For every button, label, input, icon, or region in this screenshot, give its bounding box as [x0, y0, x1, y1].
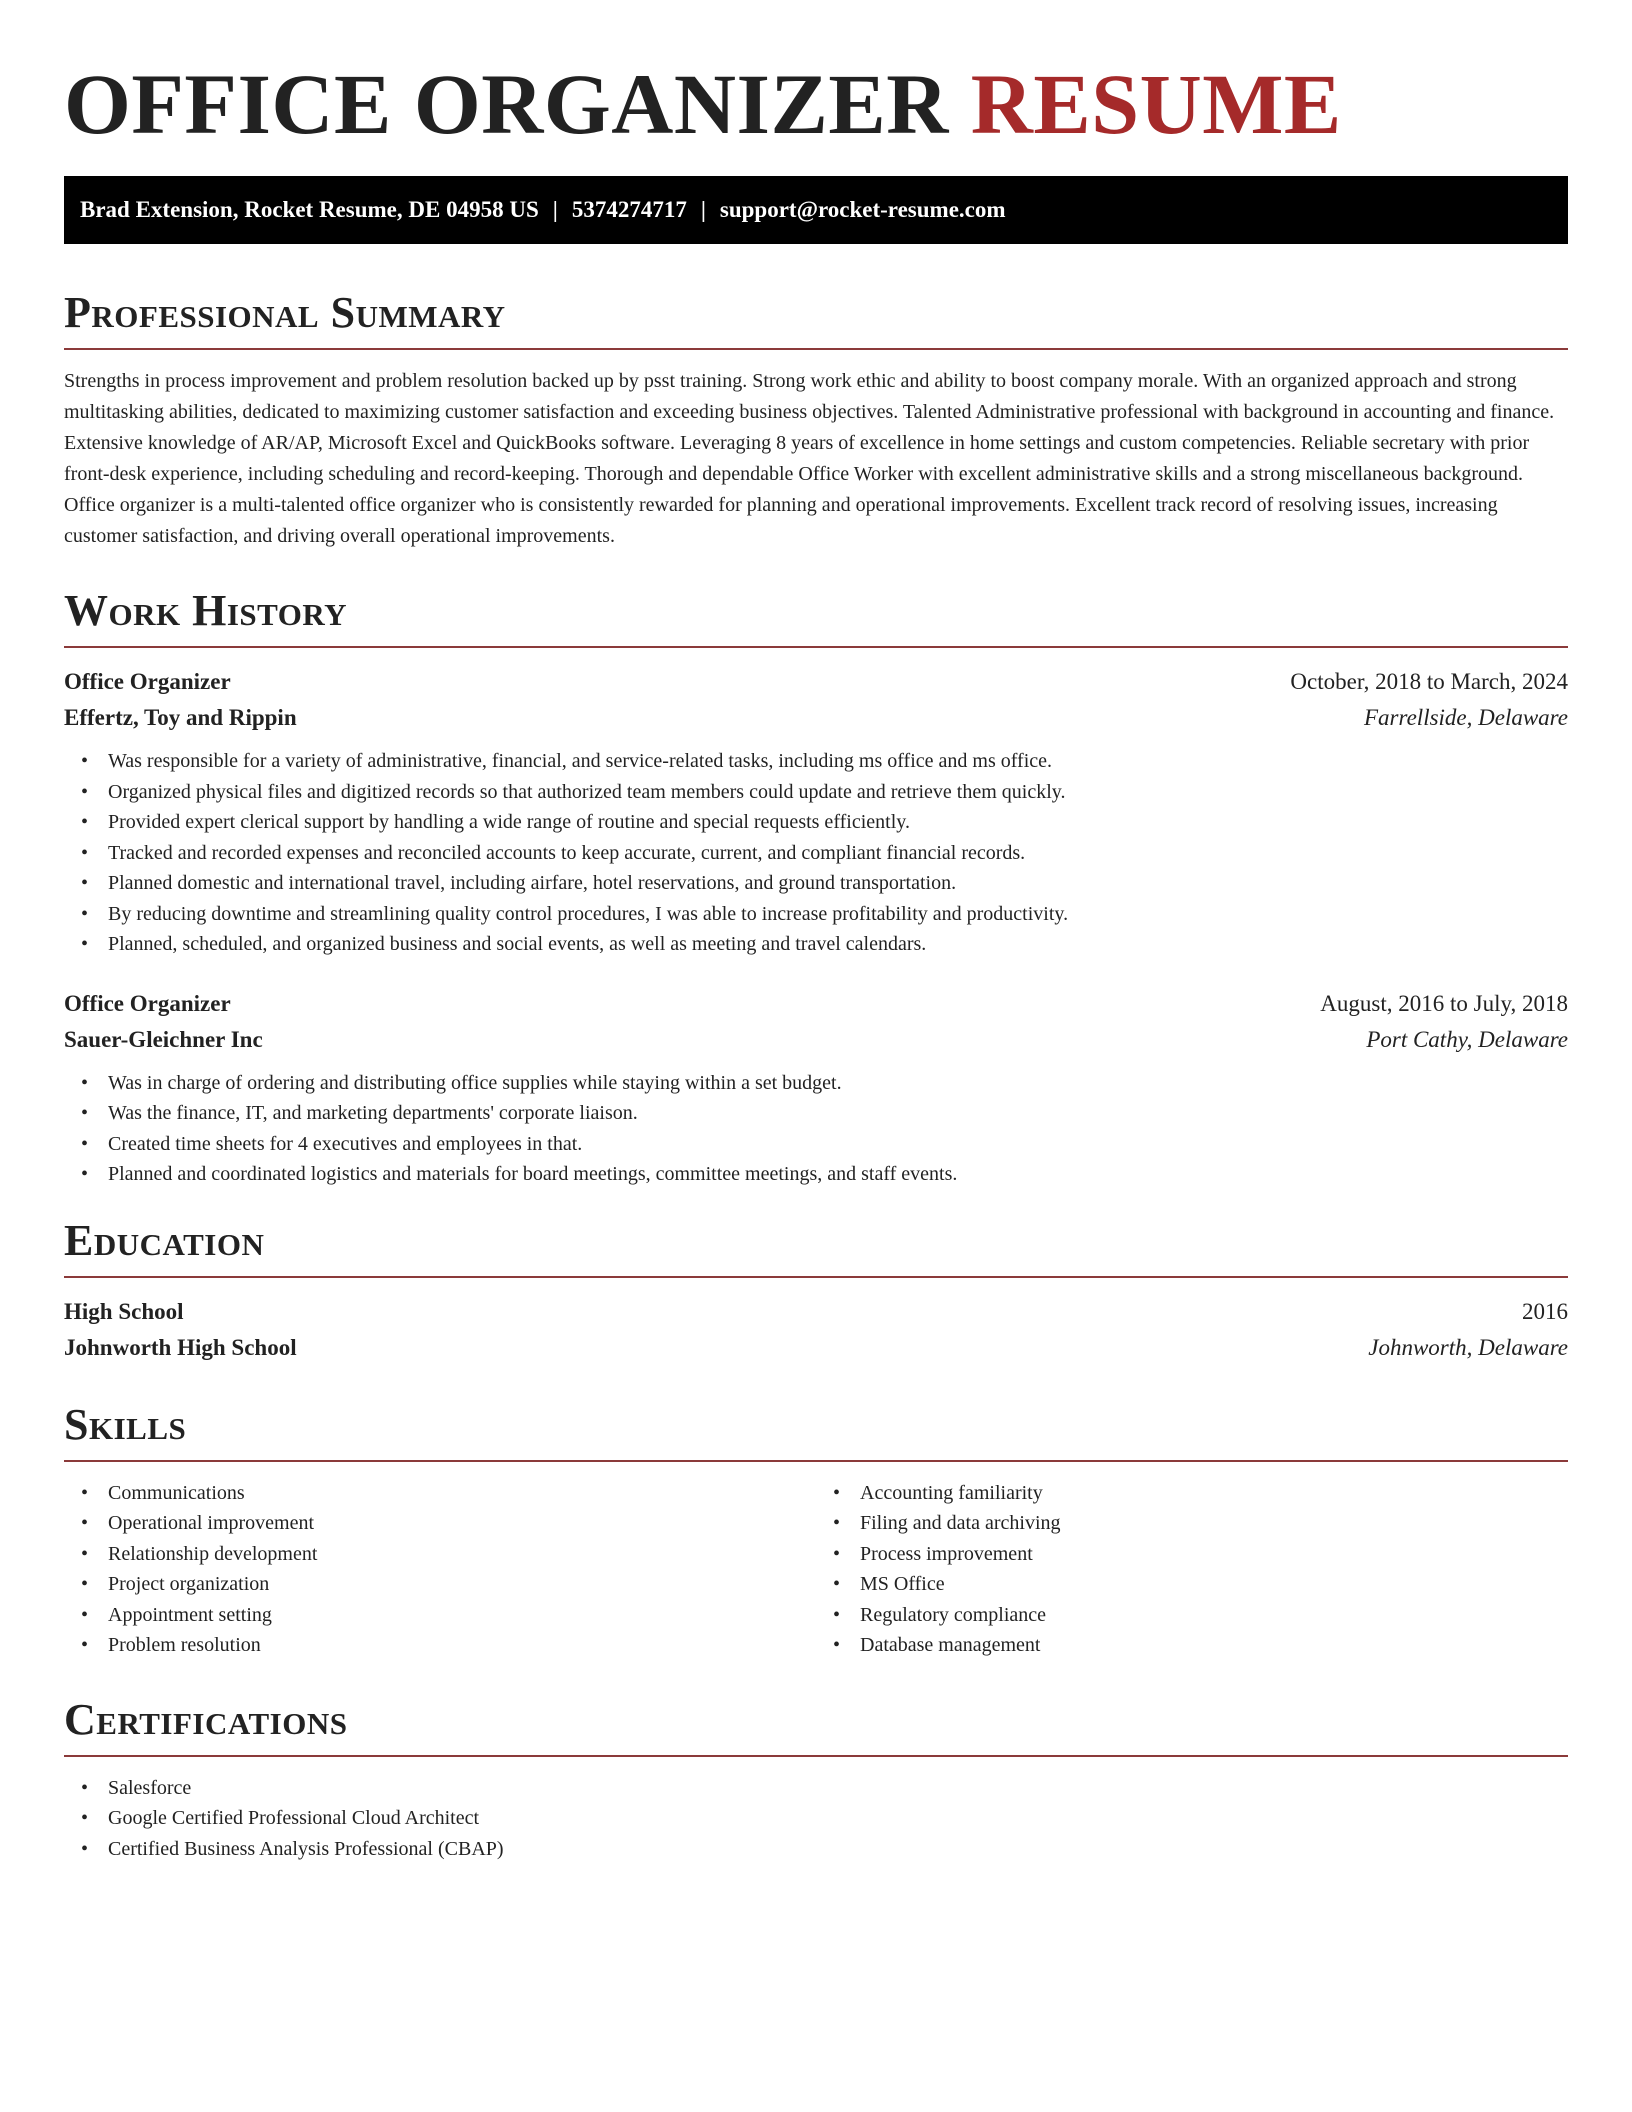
- job-entry: [64, 664, 1568, 960]
- job-location: Farrellside, Delaware: [1364, 705, 1568, 730]
- skill-item: • Accounting familiarity: [860, 1478, 1568, 1509]
- job-title: Office Organizer: [64, 669, 231, 694]
- certification-item: • Certified Business Analysis Professional (CBAP): [108, 1834, 1568, 1865]
- summary-section: [64, 288, 1568, 552]
- job-dates: October, 2018 to March, 2024: [1290, 669, 1568, 694]
- job-entry: [64, 986, 1568, 1190]
- job-bullet: • Tracked and recorded expenses and reconciled accounts to keep accurate, current, and compliant financial records.: [108, 838, 1568, 869]
- education-section: [64, 1216, 1568, 1366]
- section-heading-education: Education: [64, 1215, 265, 1265]
- work-history-section: [64, 586, 1568, 1190]
- contact-bar: [64, 176, 1568, 244]
- job-bullet: • Provided expert clerical support by handling a wide range of routine and special requests efficiently.: [108, 807, 1568, 838]
- certifications-list: [64, 1773, 1568, 1865]
- section-heading-skills: Skills: [64, 1399, 187, 1449]
- section-heading-certifications: Certifications: [64, 1694, 348, 1744]
- skill-item: • Regulatory compliance: [860, 1600, 1568, 1631]
- title-main: OFFICE ORGANIZER: [64, 56, 949, 152]
- section-divider: [64, 1460, 1568, 1462]
- skills-grid: [64, 1478, 1568, 1661]
- job-bullet: • Was the finance, IT, and marketing departments' corporate liaison.: [108, 1098, 1568, 1129]
- section-divider: [64, 1755, 1568, 1757]
- job-bullets: [64, 746, 1568, 960]
- certifications-section: [64, 1695, 1568, 1865]
- job-company: Sauer-Gleichner Inc: [64, 1026, 263, 1052]
- job-title-row: [64, 664, 1568, 700]
- job-bullet: • Planned and coordinated logistics and materials for board meetings, committee meetings, and staff events.: [108, 1159, 1568, 1190]
- job-company-row: [64, 1022, 1568, 1058]
- job-bullets: [64, 1068, 1568, 1190]
- skill-item: • Relationship development: [108, 1539, 816, 1570]
- job-bullet: • By reducing downtime and streamlining quality control procedures, I was able to increase profitability and productivity.: [108, 899, 1568, 930]
- contact-email: support@rocket-resume.com: [719, 197, 1006, 222]
- skill-item: • Operational improvement: [108, 1508, 816, 1539]
- skills-list-right: [816, 1478, 1568, 1661]
- education-school-row: [64, 1330, 1568, 1366]
- section-heading-work: Work History: [64, 586, 348, 635]
- skills-section: [64, 1400, 1568, 1661]
- contact-separator: |: [552, 197, 558, 222]
- job-title: Office Organizer: [64, 990, 231, 1016]
- skill-item: • Project organization: [108, 1569, 816, 1600]
- summary-text: Strengths in process improvement and problem resolution backed up by psst training. Strong work ethic and ability to boost company morale. With an organized approach and strong multitasking abilities, dedicated to maximizing customer satisfaction and exceeding business objectives. Talented Administrative professional with background in accounting and finance. Extensive knowledge of AR/AP, Microsoft Excel and QuickBooks software. Leveraging 8 years of excellence in home settings and custom competencies. Reliable secretary with prior front-desk experience, including scheduling and record-keeping. Thorough and dependable Office Worker with excellent administrative skills and a strong miscellaneous background. Office organizer is a multi-talented office organizer who is consistently rewarded for planning and operational improvements. Excellent track record of resolving issues, increasing customer satisfaction, and driving overall operational improvements.: [64, 370, 1555, 547]
- education-degree: High School: [64, 1298, 184, 1324]
- skill-item: • Appointment setting: [108, 1600, 816, 1631]
- title-accent: RESUME: [970, 56, 1342, 152]
- job-dates: August, 2016 to July, 2018: [1320, 990, 1568, 1016]
- certification-item: • Google Certified Professional Cloud Architect: [108, 1803, 1568, 1834]
- resume-title: [64, 54, 1568, 154]
- skill-item: • Communications: [108, 1478, 816, 1509]
- job-bullet: • Planned domestic and international travel, including airfare, hotel reservations, and ground transportation.: [108, 868, 1568, 899]
- job-bullet: • Was responsible for a variety of administrative, financial, and service-related tasks, including ms office and ms office.: [108, 746, 1568, 777]
- contact-address: Brad Extension, Rocket Resume, DE 04958 US: [80, 197, 539, 222]
- education-year: 2016: [1522, 1298, 1568, 1324]
- job-location: Port Cathy, Delaware: [1366, 1026, 1568, 1052]
- job-bullet: • Created time sheets for 4 executives and employees in that.: [108, 1129, 1568, 1160]
- contact-phone: 5374274717: [571, 197, 687, 222]
- education-school: Johnworth High School: [64, 1334, 297, 1360]
- contact-separator: |: [700, 197, 706, 222]
- skills-list-left: [64, 1478, 816, 1661]
- job-bullet: • Was in charge of ordering and distributing office supplies while staying within a set budget.: [108, 1068, 1568, 1099]
- job-bullet: • Planned, scheduled, and organized business and social events, as well as meeting and travel calendars.: [108, 929, 1568, 960]
- section-divider: [64, 646, 1568, 648]
- skill-item: • MS Office: [860, 1569, 1568, 1600]
- skill-item: • Filing and data archiving: [860, 1508, 1568, 1539]
- job-company-row: [64, 700, 1568, 736]
- job-bullet: • Organized physical files and digitized records so that authorized team members could update and retrieve them quickly.: [108, 777, 1568, 808]
- job-title-row: [64, 986, 1568, 1022]
- skill-item: • Database management: [860, 1630, 1568, 1661]
- education-degree-row: [64, 1294, 1568, 1330]
- job-company: Effertz, Toy and Rippin: [64, 705, 297, 730]
- skill-item: • Problem resolution: [108, 1630, 816, 1661]
- certification-item: • Salesforce: [108, 1773, 1568, 1804]
- section-divider: [64, 348, 1568, 350]
- skill-item: • Process improvement: [860, 1539, 1568, 1570]
- section-heading-summary: Professional Summary: [64, 288, 506, 337]
- education-location: Johnworth, Delaware: [1368, 1334, 1568, 1360]
- section-divider: [64, 1276, 1568, 1278]
